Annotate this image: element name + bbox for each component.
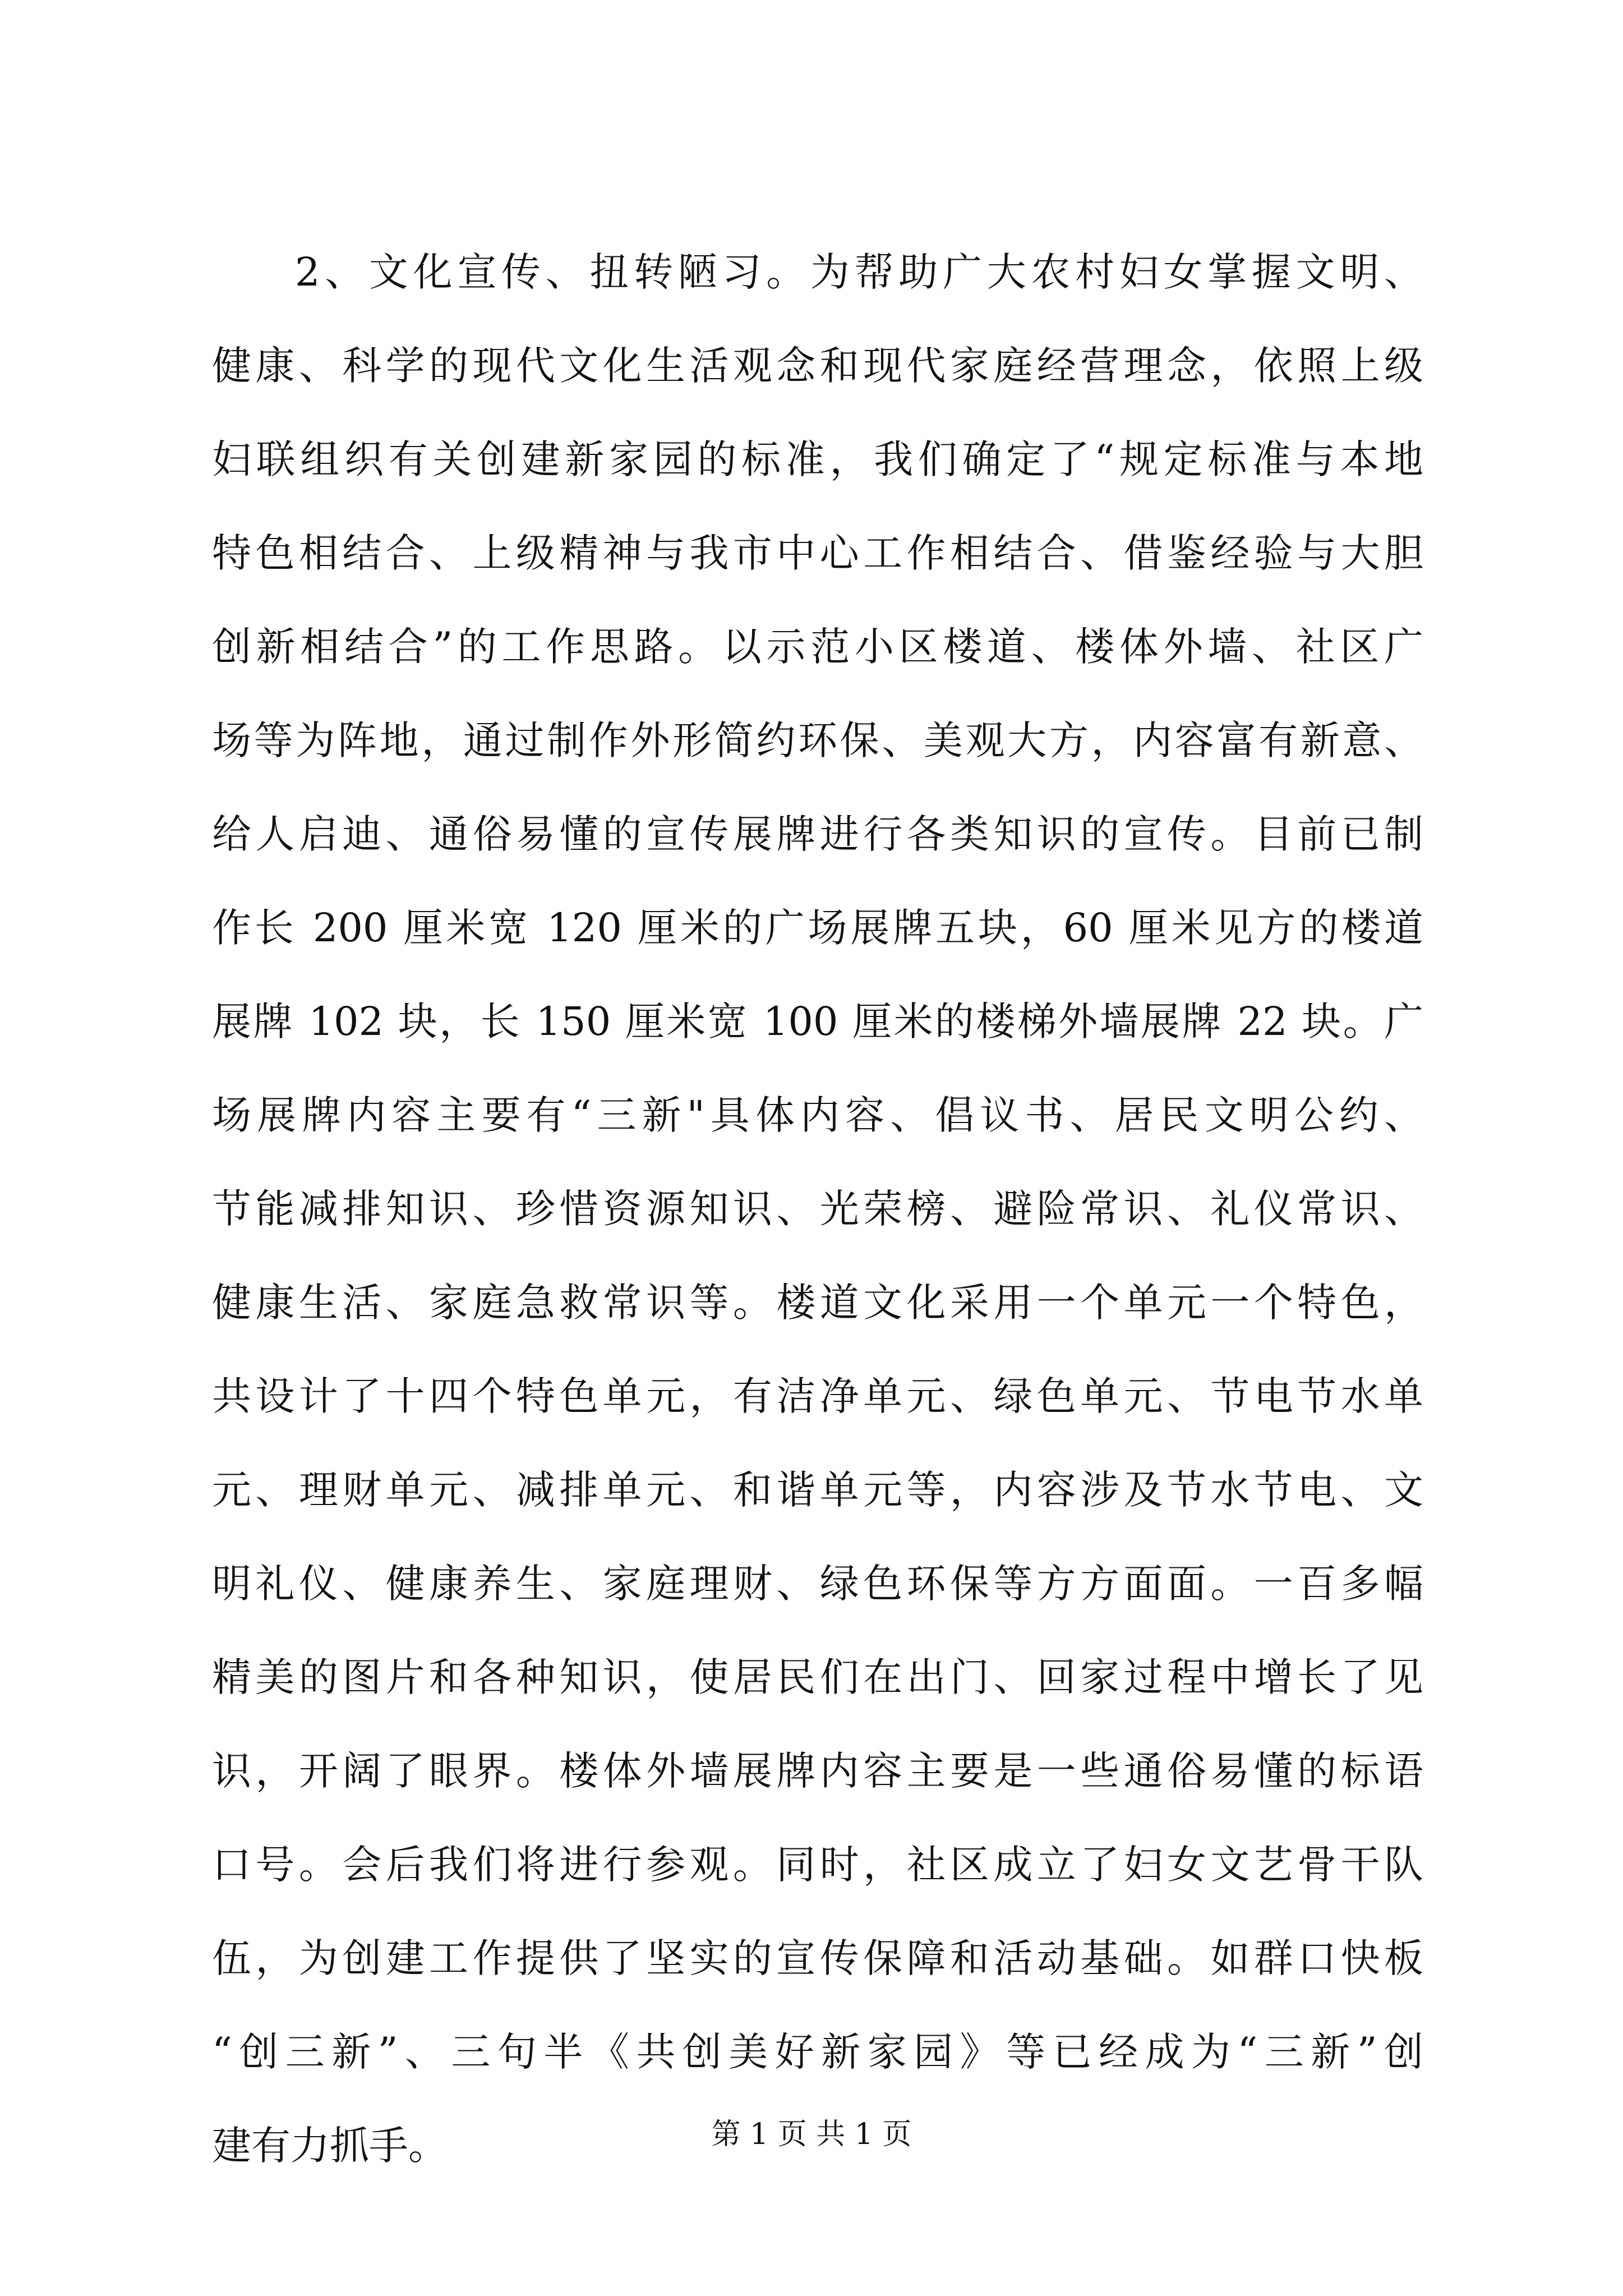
paragraph-line: 特色相结合、上级精神与我市中心工作相结合、借鉴经验与大胆 (212, 530, 1423, 576)
paragraph-line: 精美的图片和各种知识，使居民们在出门、回家过程中增长了见 (212, 1654, 1423, 1700)
paragraph-line: 健康、科学的现代文化生活观念和现代家庭经营理念，依照上级 (212, 343, 1423, 389)
paragraph-line: 作长 200 厘米宽 120 厘米的广场展牌五块，60 厘米见方的楼道 (212, 905, 1423, 951)
paragraph-line: 2、文化宣传、扭转陋习。为帮助广大农村妇女掌握文明、 (295, 249, 1423, 295)
paragraph-line: 口号。会后我们将进行参观。同时，社区成立了妇女文艺骨干队 (212, 1842, 1423, 1888)
paragraph-line: 展牌 102 块，长 150 厘米宽 100 厘米的楼梯外墙展牌 22 块。广 (212, 999, 1423, 1045)
paragraph-line: 节能减排知识、珍惜资源知识、光荣榜、避险常识、礼仪常识、 (212, 1186, 1423, 1232)
paragraph-line: 建有力抓手。 (212, 2123, 448, 2169)
paragraph-line: 元、理财单元、减排单元、和谐单元等，内容涉及节水节电、文 (212, 1467, 1423, 1513)
page-number-footer: 第 1 页 共 1 页 (711, 2118, 912, 2151)
paragraph-line: 共设计了十四个特色单元，有洁净单元、绿色单元、节电节水单 (212, 1373, 1423, 1419)
paragraph-line: 妇联组织有关创建新家园的标准，我们确定了“规定标准与本地 (212, 436, 1423, 482)
paragraph-line: 伍，为创建工作提供了坚实的宣传保障和活动基础。如群口快板 (212, 1935, 1423, 1981)
paragraph-line: 识，开阔了眼界。楼体外墙展牌内容主要是一些通俗易懂的标语 (212, 1748, 1423, 1794)
paragraph-line: 健康生活、家庭急救常识等。楼道文化采用一个单元一个特色， (212, 1280, 1423, 1326)
paragraph-line: 场展牌内容主要有“三新"具体内容、倡议书、居民文明公约、 (212, 1092, 1423, 1138)
paragraph-line: 给人启迪、通俗易懂的宣传展牌进行各类知识的宣传。目前已制 (212, 811, 1423, 857)
paragraph-line: 创新相结合”的工作思路。以示范小区楼道、楼体外墙、社区广 (212, 624, 1423, 670)
paragraph-line: 场等为阵地，通过制作外形简约环保、美观大方，内容富有新意、 (212, 717, 1423, 763)
body-paragraph (212, 226, 1423, 2193)
paragraph-line: 明礼仪、健康养生、家庭理财、绿色环保等方方面面。一百多幅 (212, 1561, 1423, 1607)
paragraph-line: “创三新”、三句半《共创美好新家园》等已经成为“三新”创 (212, 2029, 1423, 2075)
